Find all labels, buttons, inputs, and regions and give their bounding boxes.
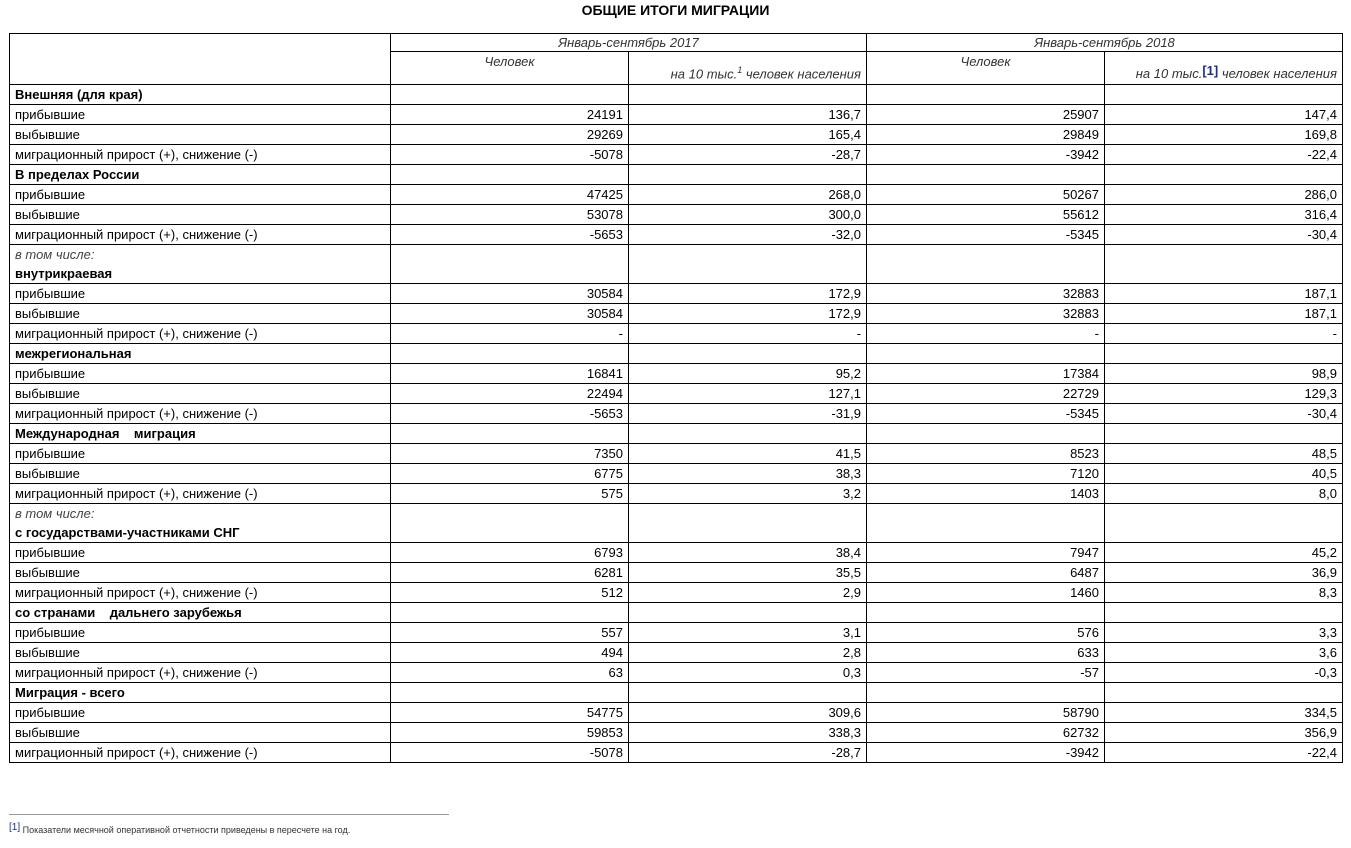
cell-per10k-2017: -31,9 bbox=[629, 404, 867, 424]
cell-persons-2017: 30584 bbox=[391, 284, 629, 304]
section-label: Международная миграция bbox=[10, 424, 391, 444]
row-label: миграционный прирост (+), снижение (-) bbox=[10, 324, 391, 344]
empty-cell bbox=[391, 504, 629, 543]
table-row bbox=[10, 743, 1343, 763]
cell-persons-2017: 494 bbox=[391, 643, 629, 663]
subsection-note: в том числе: bbox=[15, 506, 95, 521]
cell-persons-2018: 633 bbox=[867, 643, 1105, 663]
cell-persons-2018: 29849 bbox=[867, 125, 1105, 145]
cell-persons-2017: 22494 bbox=[391, 384, 629, 404]
empty-cell bbox=[867, 344, 1105, 364]
cell-per10k-2017: -32,0 bbox=[629, 225, 867, 245]
cell-persons-2017: -5653 bbox=[391, 404, 629, 424]
row-label: выбывшие bbox=[10, 643, 391, 663]
table-row bbox=[10, 185, 1343, 205]
cell-persons-2017: 24191 bbox=[391, 105, 629, 125]
cell-persons-2018: -3942 bbox=[867, 145, 1105, 165]
table-row bbox=[10, 384, 1343, 404]
empty-cell bbox=[391, 603, 629, 623]
cell-persons-2017: 557 bbox=[391, 623, 629, 643]
row-label: миграционный прирост (+), снижение (-) bbox=[10, 145, 391, 165]
empty-cell bbox=[867, 683, 1105, 703]
header-persons-2018: Человек bbox=[867, 52, 1105, 85]
cell-per10k-2017: 268,0 bbox=[629, 185, 867, 205]
section-row bbox=[10, 85, 1343, 105]
empty-cell bbox=[391, 245, 629, 284]
cell-persons-2018: 25907 bbox=[867, 105, 1105, 125]
cell-per10k-2018: 187,1 bbox=[1105, 284, 1343, 304]
empty-cell bbox=[867, 424, 1105, 444]
row-label: выбывшие bbox=[10, 304, 391, 324]
table-row bbox=[10, 543, 1343, 563]
header-period-2018: Январь-сентябрь 2018 bbox=[867, 34, 1343, 52]
table-row bbox=[10, 225, 1343, 245]
cell-per10k-2018: 316,4 bbox=[1105, 205, 1343, 225]
empty-cell bbox=[391, 424, 629, 444]
table-row bbox=[10, 105, 1343, 125]
cell-persons-2018: -3942 bbox=[867, 743, 1105, 763]
empty-cell bbox=[867, 85, 1105, 105]
empty-cell bbox=[391, 344, 629, 364]
empty-cell bbox=[629, 85, 867, 105]
header-persons-2017: Человек bbox=[391, 52, 629, 85]
cell-persons-2017: -5078 bbox=[391, 145, 629, 165]
cell-per10k-2017: 127,1 bbox=[629, 384, 867, 404]
cell-persons-2017: 7350 bbox=[391, 444, 629, 464]
cell-per10k-2018: 147,4 bbox=[1105, 105, 1343, 125]
page-title: ОБЩИЕ ИТОГИ МИГРАЦИИ bbox=[581, 2, 770, 18]
table-row bbox=[10, 145, 1343, 165]
header-period-row bbox=[10, 34, 1343, 52]
empty-cell bbox=[629, 683, 867, 703]
cell-persons-2017: 59853 bbox=[391, 723, 629, 743]
table-row bbox=[10, 324, 1343, 344]
subsection-note: в том числе: bbox=[15, 247, 95, 262]
cell-per10k-2018: 3,3 bbox=[1105, 623, 1343, 643]
cell-persons-2018: 6487 bbox=[867, 563, 1105, 583]
empty-cell bbox=[1105, 344, 1343, 364]
cell-per10k-2018: 40,5 bbox=[1105, 464, 1343, 484]
cell-per10k-2017: 338,3 bbox=[629, 723, 867, 743]
cell-per10k-2018: 187,1 bbox=[1105, 304, 1343, 324]
cell-persons-2018: 62732 bbox=[867, 723, 1105, 743]
subsection-row bbox=[10, 245, 1343, 284]
cell-persons-2018: 1403 bbox=[867, 484, 1105, 504]
table-row bbox=[10, 663, 1343, 683]
row-label: прибывшие bbox=[10, 105, 391, 125]
cell-per10k-2018: 334,5 bbox=[1105, 703, 1343, 723]
empty-cell bbox=[867, 504, 1105, 543]
cell-per10k-2017: 35,5 bbox=[629, 563, 867, 583]
table-row bbox=[10, 643, 1343, 663]
cell-per10k-2018: -22,4 bbox=[1105, 145, 1343, 165]
table-row bbox=[10, 723, 1343, 743]
section-row bbox=[10, 683, 1343, 703]
table-row bbox=[10, 703, 1343, 723]
cell-per10k-2017: 136,7 bbox=[629, 105, 867, 125]
cell-per10k-2017: 172,9 bbox=[629, 284, 867, 304]
cell-persons-2018: 50267 bbox=[867, 185, 1105, 205]
cell-persons-2017: 575 bbox=[391, 484, 629, 504]
row-label: миграционный прирост (+), снижение (-) bbox=[10, 484, 391, 504]
empty-cell bbox=[867, 165, 1105, 185]
empty-cell bbox=[629, 344, 867, 364]
cell-per10k-2017: 41,5 bbox=[629, 444, 867, 464]
cell-per10k-2018: 286,0 bbox=[1105, 185, 1343, 205]
cell-per10k-2017: 309,6 bbox=[629, 703, 867, 723]
row-label: прибывшие bbox=[10, 444, 391, 464]
cell-per10k-2018: 36,9 bbox=[1105, 563, 1343, 583]
cell-per10k-2018: 45,2 bbox=[1105, 543, 1343, 563]
empty-cell bbox=[1105, 245, 1343, 284]
cell-persons-2018: -5345 bbox=[867, 404, 1105, 424]
section-label: Миграция - всего bbox=[10, 683, 391, 703]
subsection-label bbox=[10, 504, 391, 543]
cell-per10k-2018: 48,5 bbox=[1105, 444, 1343, 464]
cell-per10k-2017: - bbox=[629, 324, 867, 344]
cell-persons-2017: 512 bbox=[391, 583, 629, 603]
cell-persons-2017: 63 bbox=[391, 663, 629, 683]
cell-persons-2018: 7947 bbox=[867, 543, 1105, 563]
subsection-row bbox=[10, 504, 1343, 543]
cell-per10k-2018: -30,4 bbox=[1105, 225, 1343, 245]
cell-per10k-2017: 3,1 bbox=[629, 623, 867, 643]
cell-persons-2018: 8523 bbox=[867, 444, 1105, 464]
cell-persons-2017: 30584 bbox=[391, 304, 629, 324]
cell-persons-2018: 32883 bbox=[867, 284, 1105, 304]
row-label: прибывшие bbox=[10, 185, 391, 205]
cell-per10k-2017: 38,3 bbox=[629, 464, 867, 484]
table-row bbox=[10, 583, 1343, 603]
cell-persons-2018: 7120 bbox=[867, 464, 1105, 484]
cell-persons-2017: 6775 bbox=[391, 464, 629, 484]
cell-per10k-2017: 165,4 bbox=[629, 125, 867, 145]
cell-per10k-2018: 98,9 bbox=[1105, 364, 1343, 384]
cell-persons-2017: 47425 bbox=[391, 185, 629, 205]
cell-persons-2018: 32883 bbox=[867, 304, 1105, 324]
cell-persons-2017: -5078 bbox=[391, 743, 629, 763]
empty-cell bbox=[867, 245, 1105, 284]
cell-per10k-2018: -30,4 bbox=[1105, 404, 1343, 424]
row-label: миграционный прирост (+), снижение (-) bbox=[10, 225, 391, 245]
cell-per10k-2018: 8,3 bbox=[1105, 583, 1343, 603]
table-row bbox=[10, 484, 1343, 504]
row-label: прибывшие bbox=[10, 284, 391, 304]
header-period-2017: Январь-сентябрь 2017 bbox=[391, 34, 867, 52]
cell-persons-2017: 54775 bbox=[391, 703, 629, 723]
table-row bbox=[10, 364, 1343, 384]
cell-per10k-2018: 8,0 bbox=[1105, 484, 1343, 504]
row-label: прибывшие bbox=[10, 703, 391, 723]
section-row bbox=[10, 424, 1343, 444]
table-row bbox=[10, 125, 1343, 145]
cell-per10k-2017: 172,9 bbox=[629, 304, 867, 324]
row-label: прибывшие bbox=[10, 364, 391, 384]
subsection-title: внутрикраевая bbox=[15, 266, 113, 281]
cell-persons-2018: - bbox=[867, 324, 1105, 344]
footnote bbox=[9, 823, 350, 838]
cell-per10k-2018: 129,3 bbox=[1105, 384, 1343, 404]
cell-persons-2017: 6281 bbox=[391, 563, 629, 583]
empty-cell bbox=[1105, 504, 1343, 543]
row-label: миграционный прирост (+), снижение (-) bbox=[10, 404, 391, 424]
cell-per10k-2017: 2,9 bbox=[629, 583, 867, 603]
cell-per10k-2018: -22,4 bbox=[1105, 743, 1343, 763]
row-label: миграционный прирост (+), снижение (-) bbox=[10, 583, 391, 603]
cell-persons-2017: - bbox=[391, 324, 629, 344]
empty-cell bbox=[1105, 165, 1343, 185]
footnote-link[interactable]: [1] bbox=[1202, 63, 1219, 78]
row-label: прибывшие bbox=[10, 623, 391, 643]
cell-per10k-2017: 2,8 bbox=[629, 643, 867, 663]
cell-per10k-2017: -28,7 bbox=[629, 743, 867, 763]
migration-table bbox=[9, 33, 1343, 763]
section-label: В пределах России bbox=[10, 165, 391, 185]
section-row bbox=[10, 165, 1343, 185]
table-row bbox=[10, 623, 1343, 643]
cell-persons-2017: 16841 bbox=[391, 364, 629, 384]
row-label: миграционный прирост (+), снижение (-) bbox=[10, 663, 391, 683]
cell-per10k-2017: 3,2 bbox=[629, 484, 867, 504]
cell-persons-2017: -5653 bbox=[391, 225, 629, 245]
row-label: прибывшие bbox=[10, 543, 391, 563]
row-label: выбывшие bbox=[10, 384, 391, 404]
cell-persons-2018: 17384 bbox=[867, 364, 1105, 384]
section-row bbox=[10, 344, 1343, 364]
empty-cell bbox=[391, 85, 629, 105]
header-corner bbox=[10, 34, 391, 85]
cell-persons-2018: 22729 bbox=[867, 384, 1105, 404]
subsection-title: с государствами-участниками СНГ bbox=[15, 525, 240, 540]
cell-persons-2017: 6793 bbox=[391, 543, 629, 563]
row-label: выбывшие bbox=[10, 464, 391, 484]
row-label: миграционный прирост (+), снижение (-) bbox=[10, 743, 391, 763]
cell-per10k-2018: 356,9 bbox=[1105, 723, 1343, 743]
cell-per10k-2018: 169,8 bbox=[1105, 125, 1343, 145]
footnote-mark: [1] bbox=[9, 822, 21, 833]
empty-cell bbox=[1105, 85, 1343, 105]
table-row bbox=[10, 304, 1343, 324]
header-per10k-2018: на 10 тыс.[1] человек населения bbox=[1105, 52, 1343, 85]
empty-cell bbox=[867, 603, 1105, 623]
cell-persons-2018: 1460 bbox=[867, 583, 1105, 603]
section-label: со странами дальнего зарубежья bbox=[10, 603, 391, 623]
subsection-label bbox=[10, 245, 391, 284]
footnote-divider bbox=[9, 814, 449, 815]
table-row bbox=[10, 464, 1343, 484]
cell-persons-2018: 55612 bbox=[867, 205, 1105, 225]
table-row bbox=[10, 205, 1343, 225]
table-row bbox=[10, 444, 1343, 464]
cell-per10k-2017: 38,4 bbox=[629, 543, 867, 563]
cell-per10k-2017: -28,7 bbox=[629, 145, 867, 165]
header-per10k-2017: на 10 тыс.$^1$ человек населения bbox=[629, 52, 867, 85]
empty-cell bbox=[391, 683, 629, 703]
empty-cell bbox=[629, 245, 867, 284]
cell-persons-2018: -57 bbox=[867, 663, 1105, 683]
row-label: выбывшие bbox=[10, 563, 391, 583]
empty-cell bbox=[629, 603, 867, 623]
table-row bbox=[10, 284, 1343, 304]
row-label: выбывшие bbox=[10, 723, 391, 743]
empty-cell bbox=[1105, 683, 1343, 703]
empty-cell bbox=[1105, 603, 1343, 623]
section-row bbox=[10, 603, 1343, 623]
section-label: межрегиональная bbox=[10, 344, 391, 364]
cell-per10k-2018: -0,3 bbox=[1105, 663, 1343, 683]
cell-per10k-2017: 95,2 bbox=[629, 364, 867, 384]
empty-cell bbox=[629, 424, 867, 444]
empty-cell bbox=[391, 165, 629, 185]
cell-per10k-2018: 3,6 bbox=[1105, 643, 1343, 663]
empty-cell bbox=[1105, 424, 1343, 444]
cell-persons-2017: 53078 bbox=[391, 205, 629, 225]
cell-persons-2018: 58790 bbox=[867, 703, 1105, 723]
section-label: Внешняя (для края) bbox=[10, 85, 391, 105]
cell-persons-2018: 576 bbox=[867, 623, 1105, 643]
cell-persons-2018: -5345 bbox=[867, 225, 1105, 245]
footnote-mark: 1 bbox=[737, 64, 743, 75]
empty-cell bbox=[629, 165, 867, 185]
cell-per10k-2017: 300,0 bbox=[629, 205, 867, 225]
cell-per10k-2018: - bbox=[1105, 324, 1343, 344]
row-label: выбывшие bbox=[10, 125, 391, 145]
table-row bbox=[10, 404, 1343, 424]
footnote-text: Показатели месячной оперативной отчетности приведены в пересчете на год. bbox=[20, 825, 351, 835]
empty-cell bbox=[629, 504, 867, 543]
cell-per10k-2017: 0,3 bbox=[629, 663, 867, 683]
cell-persons-2017: 29269 bbox=[391, 125, 629, 145]
table-row bbox=[10, 563, 1343, 583]
row-label: выбывшие bbox=[10, 205, 391, 225]
